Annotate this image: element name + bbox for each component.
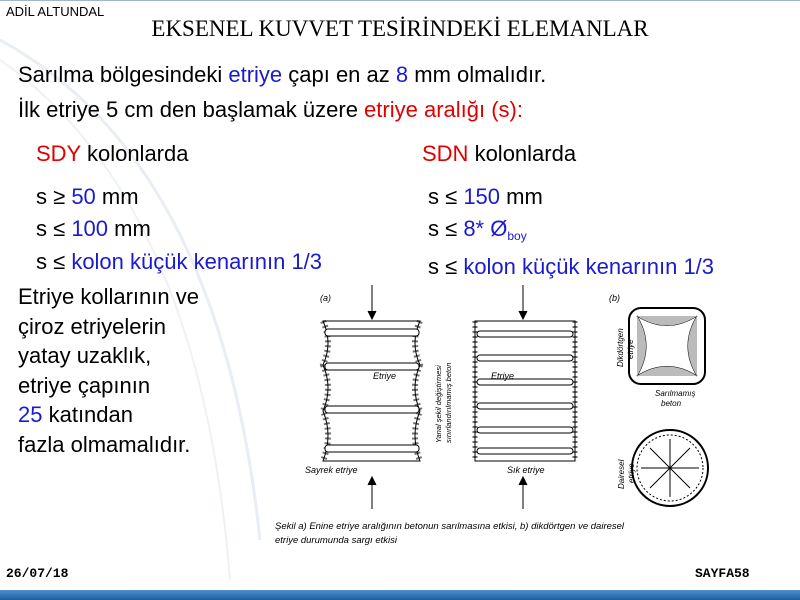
sayrek-label: Sayrek etriye (305, 465, 358, 475)
footer-page: SAYFA58 (695, 566, 750, 581)
intro-line-1: Sarılma bölgesindeki etriye çapı en az 8 mm olmalıdır. (18, 62, 547, 87)
dairesel-label-2: etriye (627, 463, 636, 483)
column-sparse-ties (323, 321, 420, 461)
sdy-rule-3: s ≤ kolon küçük kenarının 1/3 (36, 249, 323, 274)
sdn-heading: SDN kolonlarda (422, 141, 577, 166)
dikdortgen-label-2: etriye (626, 339, 635, 359)
intro-line-2: İlk etriye 5 cm den başlamak üzere etriye aralığı (s): (18, 97, 523, 122)
spacing-paragraph: Etriye kollarının ve çiroz etriyelerin yatay uzaklık, etriye çapının 25 katından fazla olmamalıdır. (18, 284, 199, 457)
rectangular-section (629, 308, 705, 384)
sdy-rule-2: s ≤ 100 mm (36, 216, 151, 241)
slide-title: EKSENEL KUVVET TESİRİNDEKİ ELEMANLAR (151, 16, 649, 41)
bottom-bar (0, 590, 800, 600)
footer-date: 26/07/18 (6, 566, 69, 581)
figure-label-b: (b) (609, 293, 620, 303)
sdy-rule-1: s ≥ 50 mm (36, 184, 139, 209)
figure-label-a: (a) (320, 293, 331, 303)
sdy-heading: SDY kolonlarda (36, 141, 189, 166)
sdn-rule-2: s ≤ 8* $Ø_{boy}$ (428, 216, 527, 243)
figure-caption-2: etriye durumunda sargı etkisi (275, 535, 397, 546)
sdn-rule-3: s ≤ kolon küçük kenarının 1/3 (428, 254, 715, 279)
dairesel-label-1: Dairesel (617, 459, 626, 489)
figure-caption-1: Şekil a) Enine etriye aralığının betonun sarılmasına etkisi, b) dikdörtgen ve dairesel (275, 521, 625, 532)
sdn-rule-1: s ≤ 150 mm (428, 184, 543, 209)
author-name: ADİL ALTUNDAL (6, 4, 105, 19)
sarilmamis-label-1: Sarılmamış (655, 389, 696, 398)
vertical-note-2: sınırlandırılmamış beton (444, 362, 453, 443)
column-dense-ties (475, 321, 575, 461)
confinement-figure (275, 283, 795, 553)
etriye-label-1: Etriye (373, 371, 397, 381)
load-arrows-top (368, 285, 527, 319)
dikdortgen-label-1: Dikdörtgen (616, 328, 625, 367)
sarilmamis-label-2: beton (661, 399, 682, 408)
circular-section (632, 430, 708, 506)
vertical-note-1: Yanal şekil değiştirmesi (434, 365, 443, 443)
load-arrows-bottom (368, 477, 527, 509)
sik-label: Sık etriye (507, 465, 545, 475)
etriye-label-2: Etriye (491, 371, 515, 381)
